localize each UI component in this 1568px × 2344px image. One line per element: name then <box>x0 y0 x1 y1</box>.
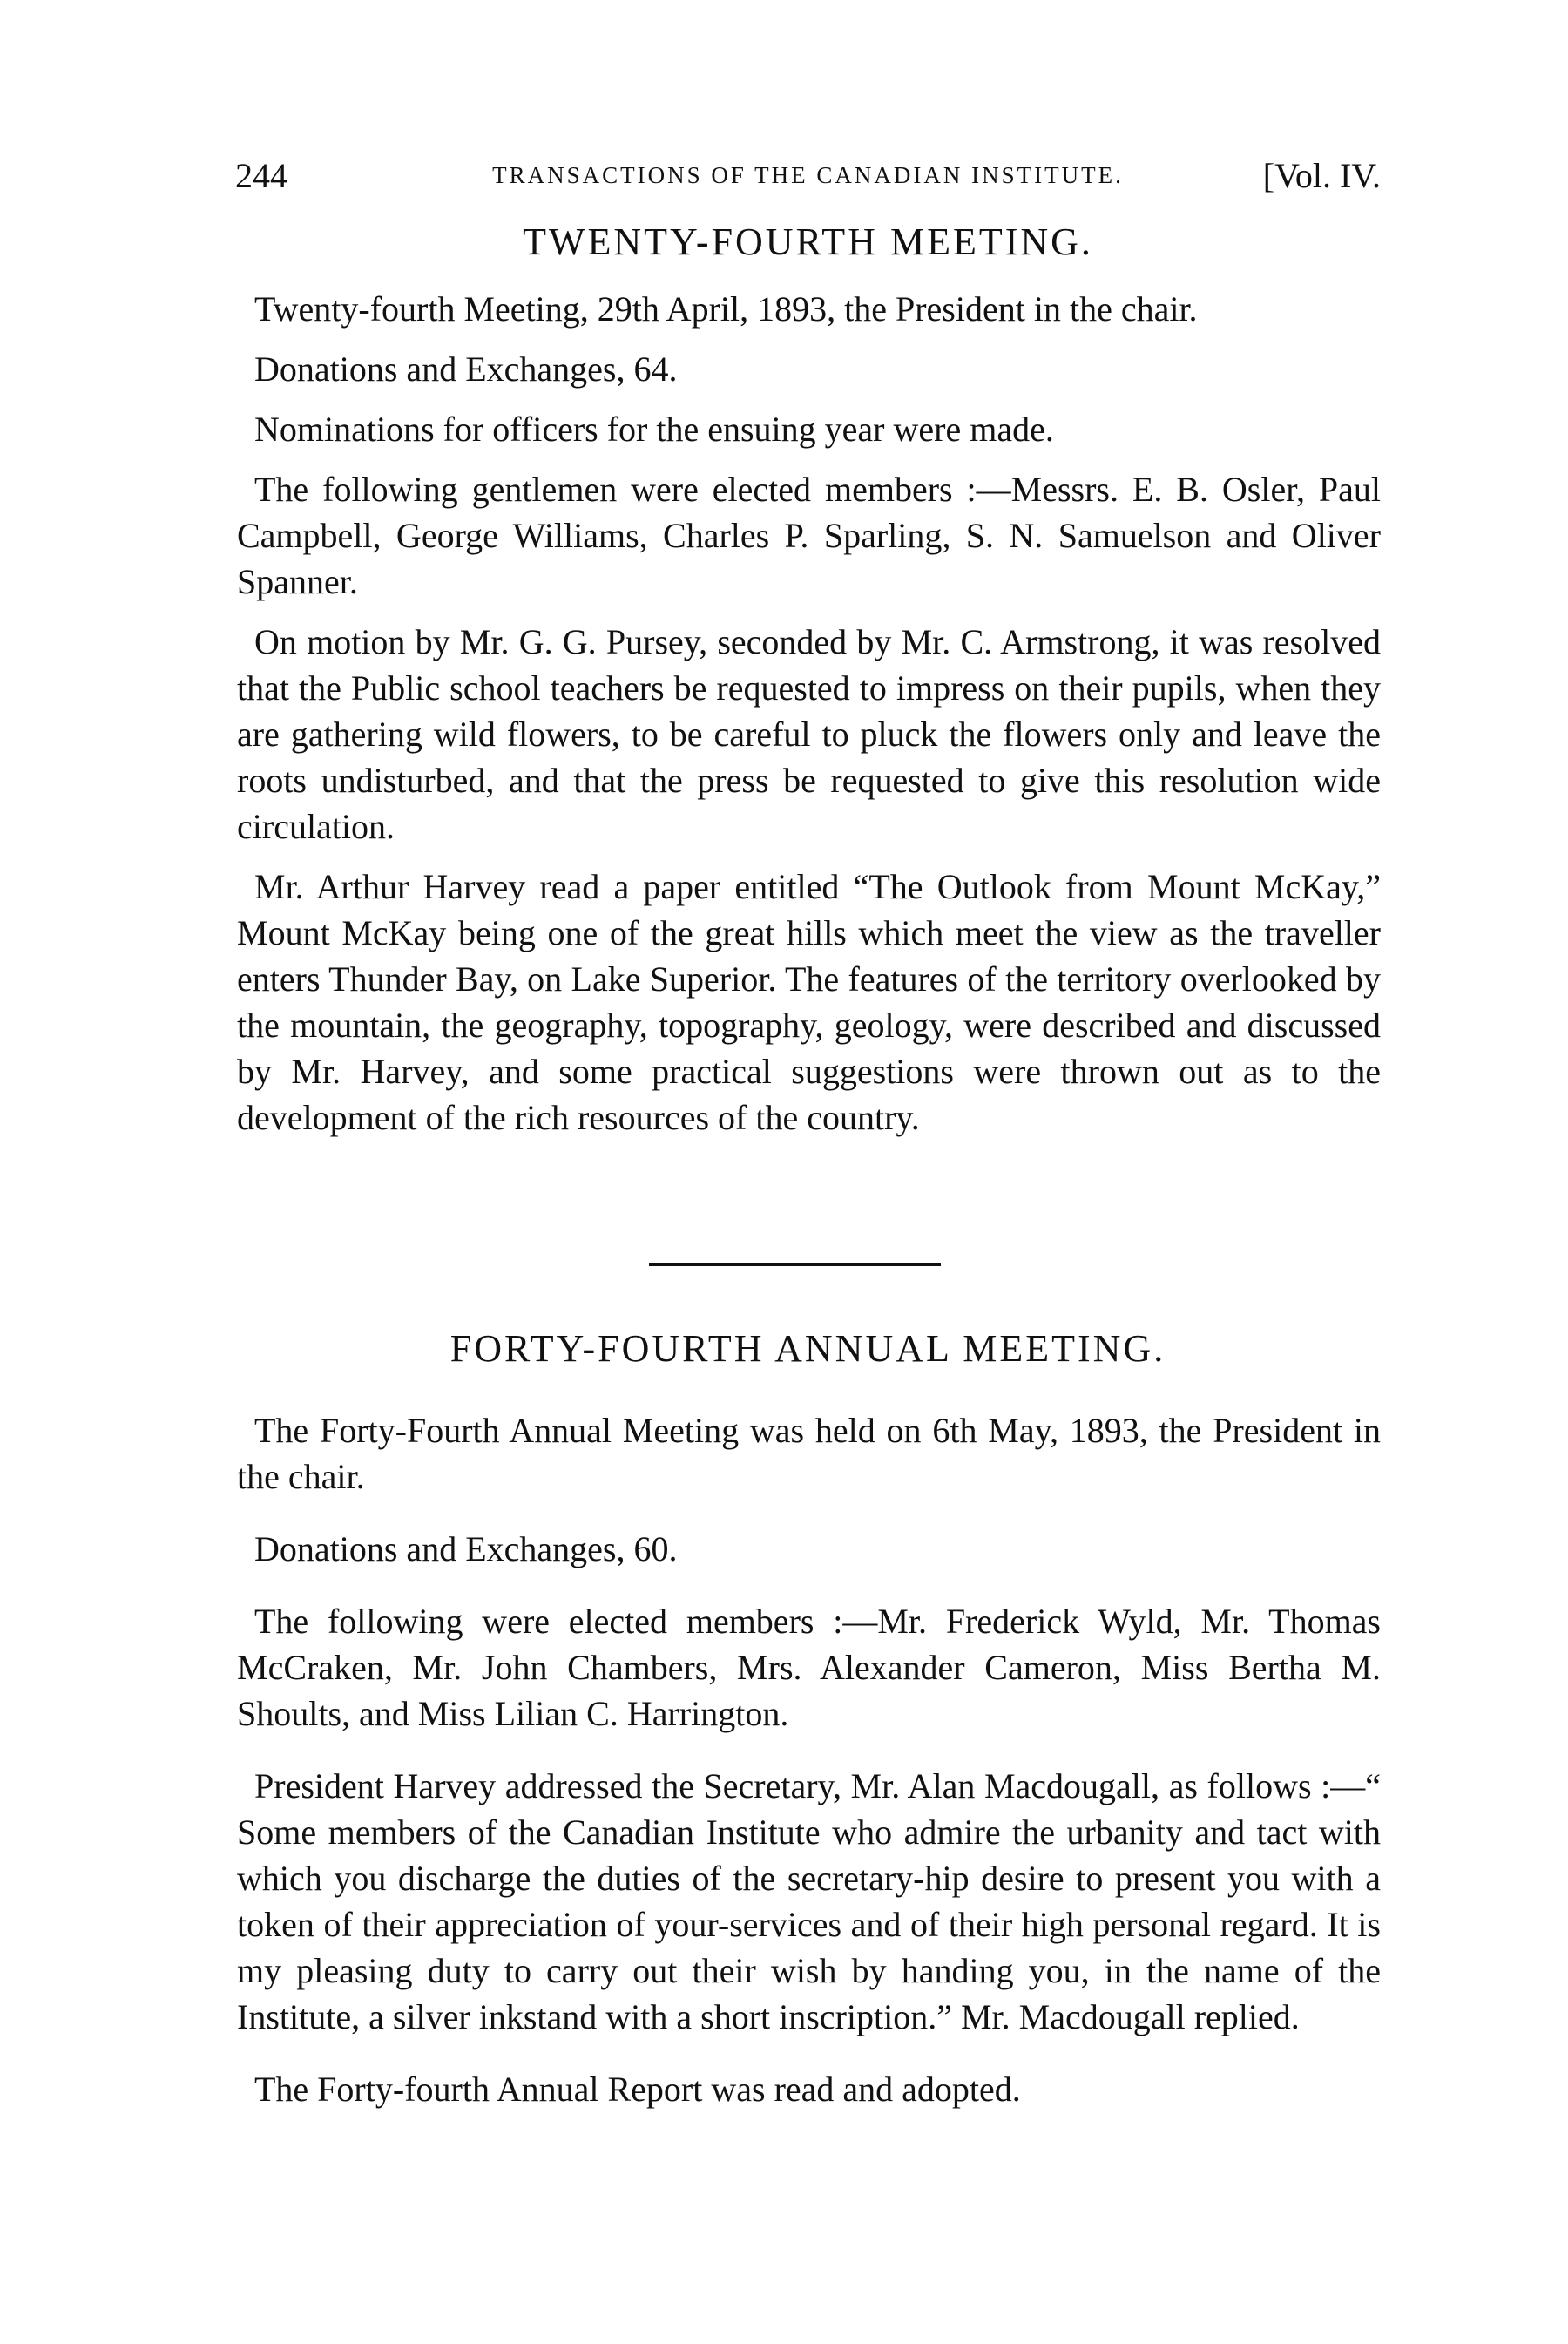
section-heading-forty-fourth-annual-meeting: FORTY-FOURTH ANNUAL MEETING. <box>449 1327 1166 1370</box>
paragraph: Mr. Arthur Harvey read a paper entitled “The Outlook from Mount McKay,” Mount McKay being one of the great hills which meet the view as the traveller enters Thunder Bay, on Lake Superior. The features of the territory overlooked by the mountain, the geography, topography, geology, were described and discussed by Mr. Harvey, and some practical suggestions were thrown out as to the development of the rich resources of the country. <box>237 867 1381 1137</box>
paragraph: On motion by Mr. G. G. Pursey, seconded by Mr. C. Armstrong, it was resolved that the Public school teachers be requested to impress on their pupils, when they are gathering wild flowers, to be careful to pluck the flowers only and leave the roots undisturbed, and that the press be requested to give this resolution wide circulation. <box>237 622 1381 846</box>
running-header <box>235 155 1381 199</box>
volume-label: [Vol. IV. <box>1262 156 1381 195</box>
paragraph: President Harvey addressed the Secretary, Mr. Alan Macdougall, as follows :—“ Some members of the Canadian Institute who admire the urbanity and tact with which you discharge the duties of the secretary-hip desire to present you with a token of their appreciation of your-services and of their high personal regard. It is my pleasing duty to carry out their wish by handing you, in the name of the Institute, a silver inkstand with a short inscription.” Mr. Macdougall replied. <box>237 1766 1381 2036</box>
running-title: TRANSACTIONS OF THE CANADIAN INSTITUTE. <box>492 162 1124 188</box>
page-number: 244 <box>235 156 287 195</box>
paragraph: Twenty-fourth Meeting, 29th April, 1893, the President in the chair. <box>254 289 1198 329</box>
paragraph: Donations and Exchanges, 64. <box>254 349 678 389</box>
section-body-forty-fourth-annual-meeting <box>237 1407 1381 2112</box>
paragraph: The Forty-Fourth Annual Meeting was held on 6th May, 1893, the President in the chair. <box>237 1411 1381 1496</box>
paragraph: Donations and Exchanges, 60. <box>254 1529 678 1568</box>
paragraph: The Forty-fourth Annual Report was read and adopted. <box>254 2070 1021 2109</box>
paragraph: The following were elected members :—Mr. Frederick Wyld, Mr. Thomas McCraken, Mr. John Chambers, Mrs. Alexander Cameron, Miss Bertha M. Shoults, and Miss Lilian C. Harrington. <box>237 1602 1381 1733</box>
section-heading-twenty-fourth-meeting: TWENTY-FOURTH MEETING. <box>523 220 1093 263</box>
paragraph: Nominations for officers for the ensuing year were made. <box>254 410 1054 449</box>
section-divider-rule <box>649 1263 941 1266</box>
section-body-twenty-fourth-meeting <box>237 286 1381 1141</box>
paragraph: The following gentlemen were elected members :—Messrs. E. B. Osler, Paul Campbell, George Williams, Charles P. Sparling, S. N. Samuelson and Oliver Spanner. <box>237 470 1381 601</box>
